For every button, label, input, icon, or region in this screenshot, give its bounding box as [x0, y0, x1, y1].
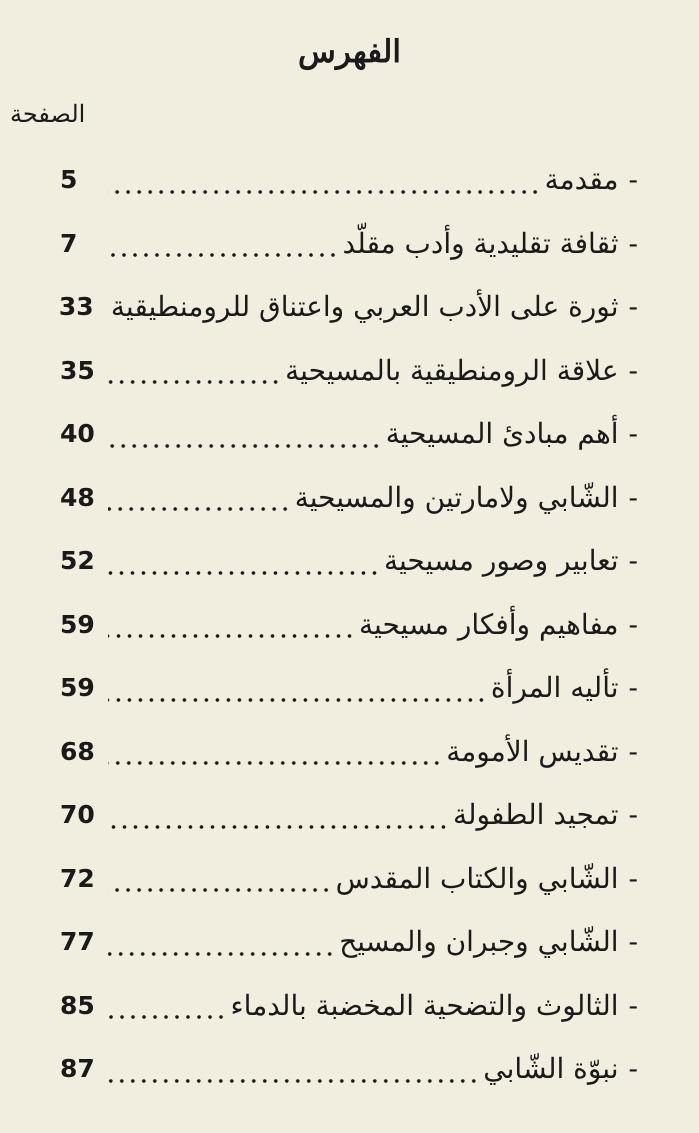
toc-entry	[60, 402, 638, 466]
entry-title: ثورة على الأدب العربي واعتناق للرومنطيقية	[110, 290, 619, 324]
entry-page-number: 85	[60, 990, 95, 1020]
entry-dash: -	[628, 798, 638, 832]
entry-title: الثالوث والتضحية المخضبة بالدماء	[230, 988, 619, 1022]
entry-title: تعابير وصور مسيحية	[383, 544, 619, 578]
toc-entry	[60, 783, 638, 847]
entry-dash: -	[628, 480, 638, 514]
entry-page-number: 33	[58, 292, 94, 322]
toc-entry	[60, 148, 638, 212]
dot-leader	[108, 991, 227, 1019]
dot-leader	[108, 356, 281, 384]
entry-title: الشّابي والكتاب المقدس	[335, 861, 619, 895]
toc-entry	[60, 593, 638, 657]
entry-page-number: 48	[60, 482, 95, 512]
entry-title: الشّابي ولامارتين والمسيحية	[294, 480, 619, 514]
dot-leader	[108, 801, 449, 829]
entry-dash: -	[628, 734, 638, 768]
toc-entry	[60, 275, 638, 339]
entry-page-number: 52	[60, 546, 95, 576]
toc-entry	[60, 529, 638, 593]
entry-page-number: 59	[60, 609, 95, 639]
toc-entry	[60, 339, 638, 403]
entry-page-number: 40	[60, 419, 95, 449]
entry-page-number: 70	[60, 800, 95, 830]
dot-leader	[108, 864, 332, 892]
dot-leader	[108, 547, 380, 575]
entry-page-number: 7	[60, 228, 78, 258]
entry-title: تمجيد الطفولة	[452, 798, 619, 832]
entry-page-number: 5	[60, 165, 78, 195]
toc-entry	[60, 212, 638, 276]
entry-dash: -	[628, 671, 638, 705]
entry-title: أهم مبادئ المسيحية	[385, 417, 619, 451]
entry-title: مفاهيم وأفكار مسيحية	[359, 607, 619, 641]
dot-leader	[108, 928, 335, 956]
toc-entry	[60, 466, 638, 530]
dot-leader	[108, 737, 442, 765]
entry-title: ثقافة تقليدية وأدب مقلّد	[342, 226, 619, 260]
entry-page-number: 87	[60, 1054, 95, 1084]
entry-dash: -	[628, 988, 638, 1022]
entry-page-number: 77	[60, 927, 95, 957]
entry-title: الشّابي وجبران والمسيح	[339, 925, 619, 959]
entry-page-number: 35	[60, 355, 95, 385]
dot-leader	[108, 1055, 479, 1083]
entry-dash: -	[628, 925, 638, 959]
entry-dash: -	[628, 353, 638, 387]
entry-dash: -	[628, 544, 638, 578]
toc-entry	[60, 656, 638, 720]
entry-title: نبوّة الشّابي	[483, 1052, 619, 1086]
toc-entry	[60, 847, 638, 911]
entry-page-number: 72	[60, 863, 95, 893]
toc-entry	[60, 910, 638, 974]
entry-title: مقدمة	[544, 163, 619, 197]
toc-entry	[60, 1037, 638, 1101]
toc-entry	[60, 720, 638, 784]
dot-leader	[108, 166, 541, 194]
page-column-header: الصفحة	[10, 100, 86, 128]
dot-leader	[108, 229, 339, 257]
entry-dash: -	[628, 226, 638, 260]
entry-page-number: 68	[60, 736, 95, 766]
entry-title: تقديس الأمومة	[446, 734, 619, 768]
entry-page-number: 59	[60, 673, 95, 703]
entry-dash: -	[628, 163, 638, 197]
entry-dash: -	[628, 290, 638, 324]
entry-title: علاقة الرومنطيقية بالمسيحية	[285, 353, 619, 387]
entry-dash: -	[628, 607, 638, 641]
dot-leader	[108, 610, 355, 638]
entry-dash: -	[628, 861, 638, 895]
dot-leader	[108, 483, 291, 511]
entry-dash: -	[628, 417, 638, 451]
entry-dash: -	[628, 1052, 638, 1086]
page-title: الفهرس	[298, 34, 401, 70]
table-of-contents	[60, 148, 638, 1101]
toc-entry	[60, 974, 638, 1038]
dot-leader	[108, 674, 487, 702]
dot-leader	[108, 420, 382, 448]
entry-title: تأليه المرأة	[490, 671, 619, 705]
